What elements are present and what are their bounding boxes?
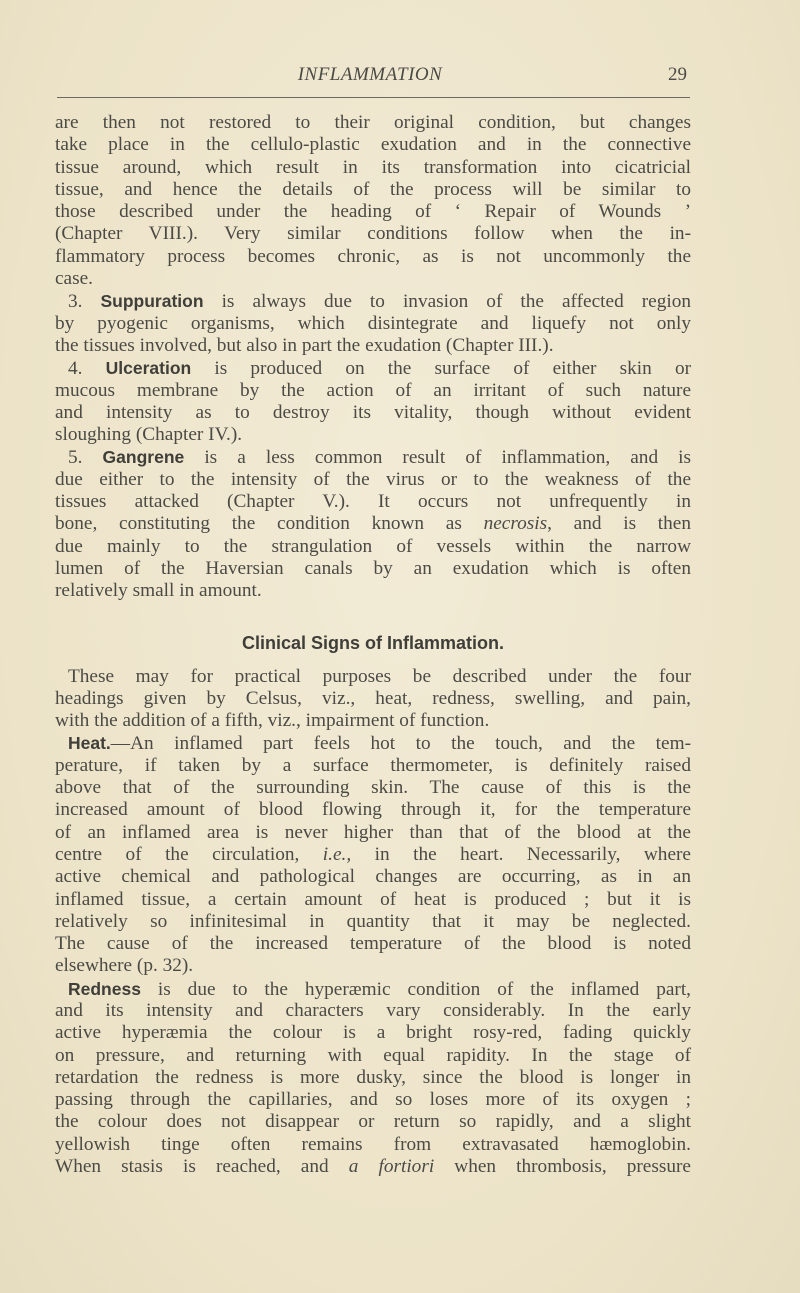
text-run: above that of the surrounding skin. The cause of this is the [55,777,691,799]
text-run: when thrombosis, pressure [434,1156,691,1178]
text-run: When stasis is reached, and [55,1156,349,1178]
text-run: active chemical and pathological changes are occurring, as in an [55,866,691,888]
run-in-heading: Redness [68,978,141,999]
text-run: case. [55,268,93,290]
text-run: retardation the redness is more dusky, since the blood is longer in [55,1066,691,1088]
text-line [55,955,691,977]
text-line [55,1000,691,1022]
text-run: inflamed tissue, a certain amount of heat is produced ; but it is [55,888,691,910]
text-run: and its intensity and characters vary considerably. In the early [55,999,691,1021]
text-line [55,246,691,268]
page-number: 29 [668,64,687,85]
text-run: due mainly to the strangulation of vessels within the narrow [55,535,691,557]
text-run: flammatory process becomes chronic, as is not uncommonly the [55,245,691,267]
text-line [55,777,691,799]
text-line [55,469,691,491]
text-run: 4. [68,358,106,380]
running-title: INFLAMMATION [297,64,443,85]
paragraph [55,732,691,977]
text-run: elsewhere (p. 32). [55,955,194,977]
text-run: relatively so infinitesimal in quantity that it may be neglected. [55,910,691,932]
run-in-heading: Suppuration [100,291,204,312]
text-line [55,223,691,245]
text-line [55,446,691,468]
paragraph [55,978,691,1179]
text-run: the tissues involved, but also in part the exudation (Chapter III.). [55,334,554,356]
text-line [55,558,691,580]
text-line [55,911,691,933]
text-run: active hyperæmia the colour is a bright rosy-red, fading quickly [55,1022,691,1044]
text-run: —An inflamed part feels hot to the touch, and the tem- [110,733,691,755]
paragraph [55,666,691,733]
run-in-heading: Heat. [68,733,111,754]
text-run: tissue, and hence the details of the process will be similar to [55,178,691,200]
text-run: with the addition of a fifth, viz., impairment of function. [55,710,490,732]
text-line [55,1067,691,1089]
text-line [55,1022,691,1044]
text-run: mucous membrane by the action of an irritant of such nature [55,379,691,401]
text-line [55,732,691,754]
paragraph [55,357,691,446]
text-run: is produced on the surface of either skin or [191,358,692,380]
text-run: due either to the intensity of the virus or to the weakness of the [55,468,691,490]
text-line [55,134,691,156]
text-after-heading [55,666,691,1179]
text-run: passing through the capillaries, and so loses more of its oxygen ; [55,1089,691,1111]
text-run: sloughing (Chapter IV.). [55,424,243,446]
italic-term: i.e., [322,843,352,865]
text-line [55,157,691,179]
text-run: take place in the cellulo-plastic exudation and in the connective [55,134,691,156]
text-run: (Chapter VIII.). Very similar conditions follow when the in- [55,223,691,245]
text-run: , and is then [547,513,691,535]
text-line [55,536,691,558]
text-line [55,380,691,402]
text-line [55,1134,691,1156]
text-run: those described under the heading of ‘ Repair of Wounds ’ [55,201,691,223]
italic-term: a fortiori [348,1156,435,1178]
run-in-heading: Ulceration [105,358,192,379]
text-line [55,179,691,201]
section-heading: Clinical Signs of Inflammation. [241,632,505,653]
text-run: headings given by Celsus, viz., heat, redness, swelling, and pain, [55,687,691,709]
text-line [55,710,691,732]
page-body [55,112,691,1178]
text-run: are then not restored to their original condition, but changes [55,112,691,133]
text-line [55,357,691,379]
text-run: relatively small in amount. [55,580,262,602]
text-line [55,491,691,513]
text-line [55,424,691,446]
text-before-heading [55,112,691,603]
text-line [55,822,691,844]
paragraph [55,446,691,602]
text-line [55,666,691,688]
text-line [55,933,691,955]
paragraph [55,112,691,290]
text-line [55,1045,691,1067]
text-line [55,1156,691,1178]
text-line [55,290,691,312]
text-line [55,889,691,911]
text-line [55,844,691,866]
text-run: These may for practical purposes be described under the four [68,665,691,687]
text-run: lumen of the Haversian canals by an exudation which is often [55,557,691,579]
text-run: bone, constituting the condition known as [55,513,484,535]
text-line [55,755,691,777]
text-line [55,1089,691,1111]
text-run: tissues attacked (Chapter V.). It occurs not unfrequently in [55,491,691,513]
text-run: perature, if taken by a surface thermometer, is definitely raised [55,754,691,776]
text-run: increased amount of blood flowing through it, for the temperature [55,799,691,821]
text-line [55,313,691,335]
text-run: 3. [68,291,101,313]
text-run: the colour does not disappear or return so rapidly, and a slight [55,1111,691,1133]
text-line [55,201,691,223]
text-run: yellowish tinge often remains from extravasated hæmoglobin. [55,1133,691,1155]
text-line [55,268,691,290]
italic-term: necrosis [483,513,548,535]
text-run: is always due to invasion of the affected region [203,291,692,313]
text-line [55,978,691,1000]
text-run: centre of the circulation, [55,843,323,865]
text-line [55,402,691,424]
text-line [55,335,691,357]
text-run: 5. [68,447,103,469]
text-line [55,112,691,134]
text-run: The cause of the increased temperature of the blood is noted [55,933,691,955]
run-in-heading: Gangrene [102,447,185,468]
text-run: of an inflamed area is never higher than that of the blood at the [55,821,691,843]
text-line [55,1111,691,1133]
text-line [55,513,691,535]
text-run: and intensity as to destroy its vitality, though without evident [55,401,691,423]
text-run: is due to the hyperæmic condition of the inflamed part, [140,978,691,1000]
text-run: in the heart. Necessarily, where [351,843,691,865]
text-run: is a less common result of inflammation, and is [184,447,692,469]
header-rule [57,97,690,98]
text-run: by pyogenic organisms, which disintegrate and liquefy not only [55,312,691,334]
text-line [55,799,691,821]
text-line [55,580,691,602]
text-run: on pressure, and returning with equal rapidity. In the stage of [55,1044,691,1066]
text-run: tissue around, which result in its transformation into cicatricial [55,156,691,178]
text-line [55,688,691,710]
text-line [55,866,691,888]
paragraph [55,290,691,357]
